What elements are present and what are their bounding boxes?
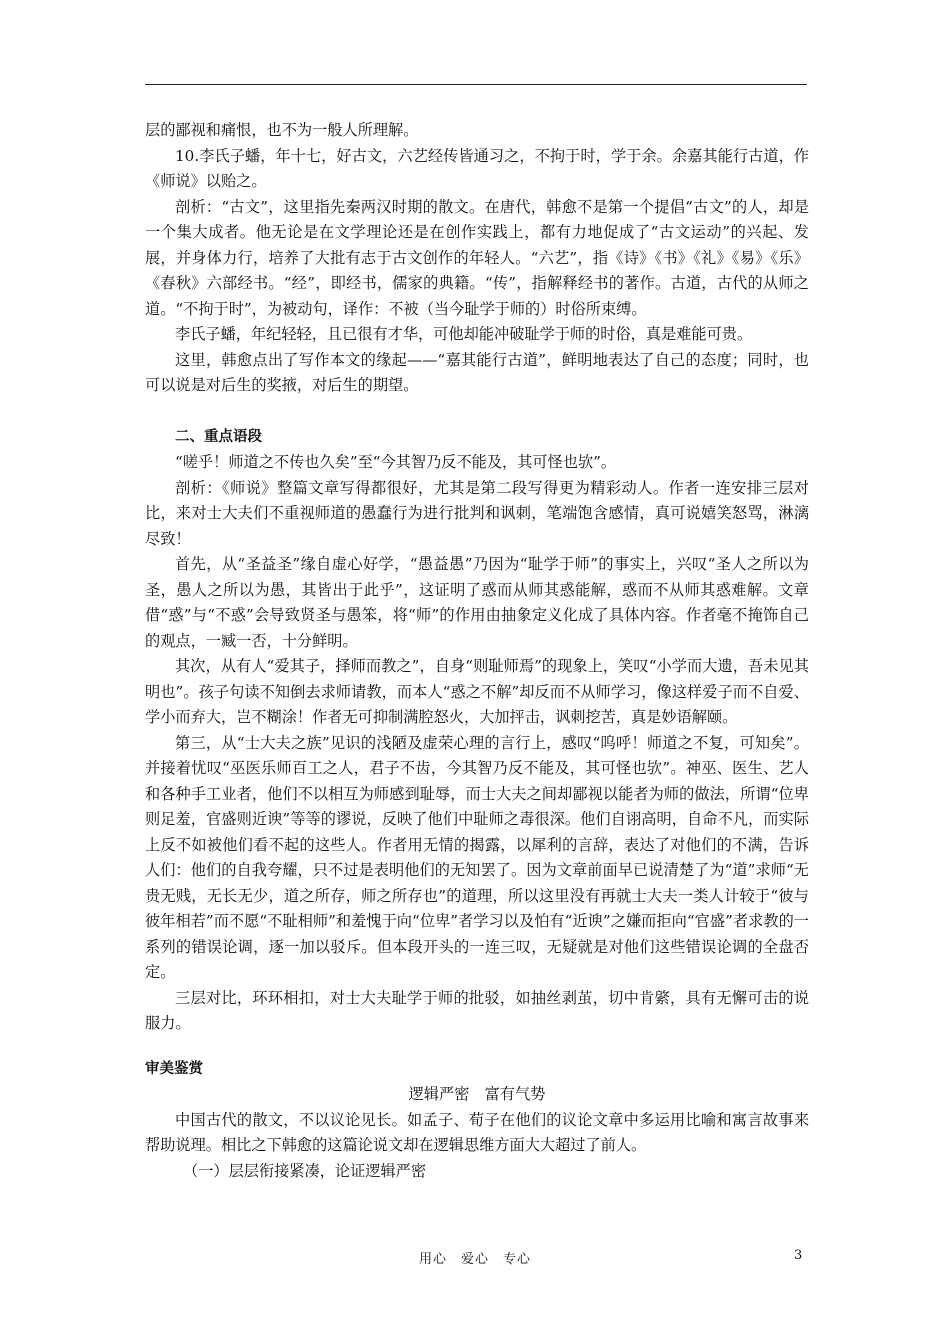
paragraph: 10.李氏子蟠，年十七，好古文，六艺经传皆通习之，不拘于时，学于余。余嘉其能行古道，作《师说》以贻之。 [145,146,809,190]
page-number: 3 [794,1248,803,1263]
section-heading: 二、重点语段 [175,428,262,445]
spacer [145,1037,809,1057]
paragraph: 其次，从有人“爱其子，择师而教之”，自身“则耻师焉”的现象上，笑叹“小学而大遗，吾未见其明也”。孩子句读不知倒去求师请教，而本人“惑之不解”却反而不从师学习，像这样爱子而不自爱、学小而弃大，岂不糊涂！作者无可抑制满腔怒火，大加抨击，讽刺挖苦，真是妙语解颐。 [145,657,809,726]
header-rule [145,84,807,85]
paragraph: “嗟乎！师道之不传也久矣”至“今其智乃反不能及，其可怪也欤”。 [175,453,617,471]
paragraph: 李氏子蟠，年纪轻轻，且已很有才华，可他却能冲破耻学于师的时俗，真是难能可贵。 [175,325,753,343]
article-title: 逻辑严密 富有气势 [408,1085,546,1103]
footer-text: 用心 爱心 专心 [418,1252,531,1267]
paragraph: 剖析：“古文”，这里指先秦两汉时期的散文。在唐代，韩愈不是第一个提倡“古文”的人，却是一个集大成者。他无论是在文学理论还是在创作实践上，都有力地促成了“古文运动”的兴起、发展，并身体力行，培养了大批有志于古文创作的年轻人。“六艺”，指《诗》《书》《礼》《易》《乐》《春秋》六部经书。“经”，即经书，儒家的典籍。“传”，指解释经书的著作。古道，古代的从师之道。“不拘于时”，为被动句，译作：不被（当今耻学于师的）时俗所束缚。 [145,197,809,318]
page-content [145,118,809,1184]
paragraph: 首先，从“圣益圣”缘自虚心好学，“愚益愚”乃因为“耻学于师”的事实上，兴叹“圣人之所以为圣，愚人之所以为愚，其皆出于此乎”，这证明了惑而从师其惑能解，惑而不从师其惑难解。文章借“惑”与“不惑”会导致贤圣与愚笨，将“师”的作用由抽象定义化成了具体内容。作者毫不掩饰自己的观点，一臧一否，十分鲜明。 [145,555,809,650]
paragraph: 中国古代的散文，不以议论见长。如孟子、荀子在他们的议论文章中多运用比喻和寓言故事来帮助说理。相比之下韩愈的这篇论说文却在逻辑思维方面大大超过了前人。 [145,1110,809,1154]
sub-heading: （一）层层衔接紧凑，论证逻辑严密 [183,1161,426,1180]
paragraph: 剖析：《师说》整篇文章写得都很好，尤其是第二段写得更为精彩动人。作者一连安排三层对比，来对士大夫们不重视师道的愚蠢行为进行批判和讽刺，笔端饱含感情，真可说嬉笑怒骂，淋漓尽致！ [145,478,809,548]
paragraph: 三层对比，环环相扣，对士大夫耻学于师的批驳，如抽丝剥茧，切中肯綮，具有无懈可击的说服力。 [145,988,809,1032]
paragraph: 这里，韩愈点出了写作本文的缘起——“嘉其能行古道”，鲜明地表达了自己的态度；同时，也可以说是对后生的奖掖，对后生的期望。 [145,350,809,394]
paragraph: 第三，从“士大夫之族”见识的浅陋及虚荣心理的言行上，感叹“呜呼！师道之不复，可知矣”。并接着忧叹“巫医乐师百工之人，君子不齿，今其智乃反不能及，其可怪也欤”。神巫、医生、艺人和各种手工业者，他们不以相互为师感到耻辱，而士大夫之间却鄙视以能者为师的做法，所谓“位卑则足羞，官盛则近谀”等等的谬说，反映了他们中耻师之毒很深。他们自诩高明，自命不凡，而实际上反不如被他们看不起的这些人。作者用无情的揭露，以犀利的言辞，表达了对他们的不满，告诉人们：他们的自我夸耀，只不过是表明他们的无知罢了。因为文章前面早已说清楚了为“道”求师“无贵无贱，无长无少，道之所存，师之所存也”的道理，所以这里没有再就士大夫一类人计较于“彼与彼年相若”而不愿“不耻相师”和羞愧于向“位卑”者学习以及怕有“近谀”之嫌而拒向“官盛”者求教的一系列的错误论调，逐一加以驳斥。但本段开头的一连三叹，无疑就是对他们这些错误论调的全盘否定。 [145,733,809,981]
section-heading: 审美鉴赏 [145,1060,203,1077]
spacer [145,399,809,425]
paragraph: 层的鄙视和痛恨，也不为一般人所理解。 [145,121,419,139]
